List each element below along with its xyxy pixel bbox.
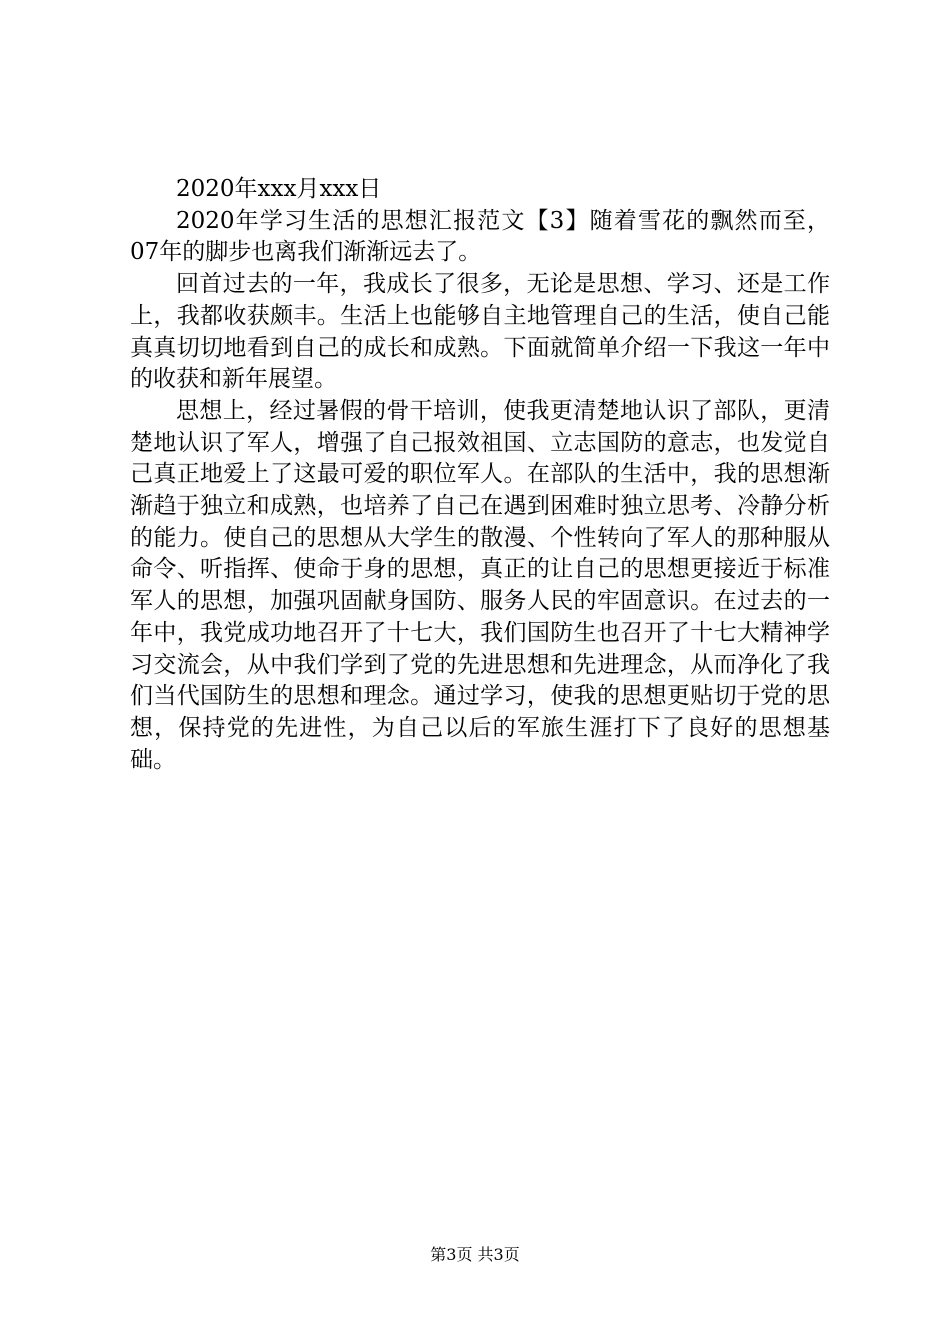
- date-line: 2020年xxx月xxx日: [176, 176, 382, 202]
- page-number: 第3页 共3页: [430, 1245, 520, 1264]
- paragraph-intro: 2020年学习生活的思想汇报范文【3】随着雪花的飘然而至，07年的脚步也离我们渐渐远去了。: [130, 207, 830, 266]
- paragraph-review: 回首过去的一年，我成长了很多，无论是思想、学习、还是工作上，我都收获颇丰。生活上也能够自主地管理自己的生活，使自己能真真切切地看到自己的成长和成熟。下面就简单介绍一下我这一年中的收获和新年展望。: [130, 271, 830, 393]
- paragraph-thoughts: 思想上，经过暑假的骨干培训，使我更清楚地认识了部队，更清楚地认识了军人，增强了自己报效祖国、立志国防的意志，也发觉自己真正地爱上了这最可爱的职位军人。在部队的生活中，我的思想渐渐趋于独立和成熟，也培养了自己在遇到困难时独立思考、冷静分析的能力。使自己的思想从大学生的散漫、个性转向了军人的那种服从命令、听指挥、使命于身的思想，真正的让自己的思想更接近于标准军人的思想，加强巩固献身国防、服务人民的牢固意识。在过去的一年中，我党成功地召开了十七大，我们国防生也召开了十七大精神学习交流会，从中我们学到了党的先进思想和先进理念，从而净化了我们当代国防生的思想和理念。通过学习，使我的思想更贴切于党的思想，保持党的先进性，为自己以后的军旅生涯打下了良好的思想基础。: [130, 397, 830, 773]
- document-body: [130, 174, 830, 776]
